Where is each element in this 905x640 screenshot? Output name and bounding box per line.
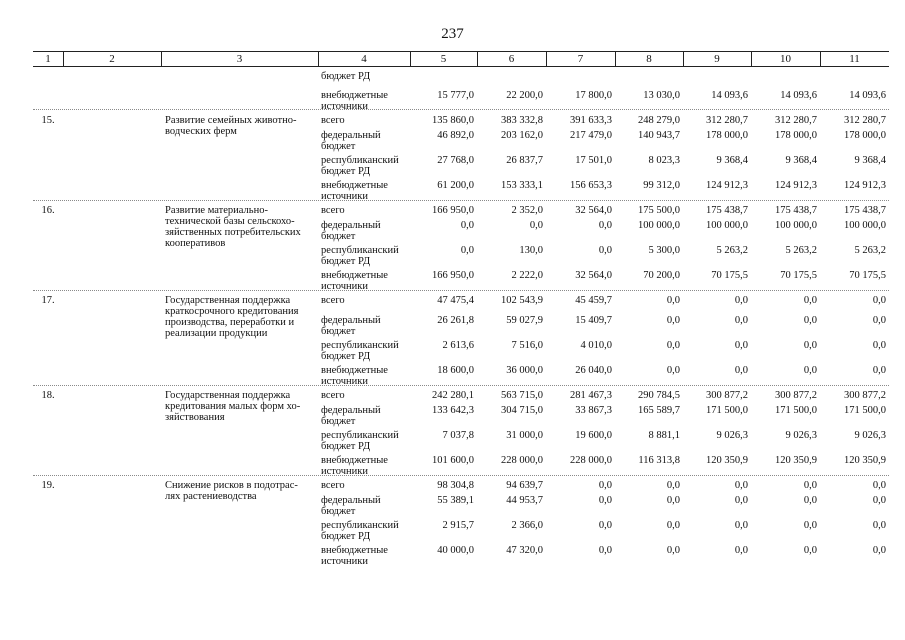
funding-source: республиканский бюджет РД bbox=[321, 155, 399, 177]
funding-source: внебюджетные источники bbox=[321, 455, 388, 477]
measure-description: Снижение рисков в подотрас- лях растениеводства bbox=[165, 480, 298, 502]
amount-cell: 27 768,0 bbox=[437, 155, 474, 166]
header-column-number: 6 bbox=[508, 53, 515, 65]
amount-cell: 26 040,0 bbox=[575, 365, 612, 376]
amount-cell: 130,0 bbox=[519, 245, 543, 256]
amount-cell: 44 953,7 bbox=[506, 495, 543, 506]
amount-cell: 124 912,3 bbox=[706, 180, 748, 191]
item-number: 16. bbox=[41, 205, 55, 216]
amount-cell: 98 304,8 bbox=[437, 480, 474, 491]
amount-cell: 5 300,0 bbox=[648, 245, 680, 256]
amount-cell: 0,0 bbox=[803, 315, 817, 326]
amount-cell: 5 263,2 bbox=[785, 245, 817, 256]
amount-cell: 175 438,7 bbox=[706, 205, 748, 216]
amount-cell: 61 200,0 bbox=[437, 180, 474, 191]
item-number: 17. bbox=[41, 295, 55, 306]
funding-source: всего bbox=[321, 295, 345, 306]
amount-cell: 0,0 bbox=[598, 220, 612, 231]
header-column-number: 11 bbox=[849, 53, 860, 65]
amount-cell: 228 000,0 bbox=[570, 455, 612, 466]
amount-cell: 304 715,0 bbox=[501, 405, 543, 416]
amount-cell: 300 877,2 bbox=[775, 390, 817, 401]
row-group-divider bbox=[33, 109, 889, 110]
amount-cell: 7 516,0 bbox=[511, 340, 543, 351]
amount-cell: 9 026,3 bbox=[854, 430, 886, 441]
amount-cell: 94 639,7 bbox=[506, 480, 543, 491]
amount-cell: 32 564,0 bbox=[575, 270, 612, 281]
funding-source: федеральный бюджет bbox=[321, 220, 381, 242]
amount-cell: 0,0 bbox=[803, 495, 817, 506]
amount-cell: 2 352,0 bbox=[511, 205, 543, 216]
item-number: 15. bbox=[41, 115, 55, 126]
measure-description: Государственная поддержка краткосрочного кредитования производства, переработки и реализации продукции bbox=[165, 295, 299, 339]
amount-cell: 156 653,3 bbox=[570, 180, 612, 191]
amount-cell: 312 280,7 bbox=[706, 115, 748, 126]
amount-cell: 70 175,5 bbox=[711, 270, 748, 281]
amount-cell: 47 320,0 bbox=[506, 545, 543, 556]
amount-cell: 175 500,0 bbox=[638, 205, 680, 216]
amount-cell: 33 867,3 bbox=[575, 405, 612, 416]
amount-cell: 7 037,8 bbox=[442, 430, 474, 441]
amount-cell: 0,0 bbox=[460, 245, 474, 256]
header-column-number: 7 bbox=[577, 53, 584, 65]
amount-cell: 116 313,8 bbox=[638, 455, 680, 466]
funding-source: внебюджетные источники bbox=[321, 90, 388, 112]
measure-description: Развитие семейных животно- водческих ферм bbox=[165, 115, 297, 137]
amount-cell: 0,0 bbox=[872, 520, 886, 531]
amount-cell: 0,0 bbox=[734, 340, 748, 351]
amount-cell: 19 600,0 bbox=[575, 430, 612, 441]
amount-cell: 312 280,7 bbox=[775, 115, 817, 126]
amount-cell: 312 280,7 bbox=[844, 115, 886, 126]
amount-cell: 2 366,0 bbox=[511, 520, 543, 531]
funding-source: федеральный бюджет bbox=[321, 130, 381, 152]
amount-cell: 100 000,0 bbox=[775, 220, 817, 231]
amount-cell: 5 263,2 bbox=[854, 245, 886, 256]
amount-cell: 217 479,0 bbox=[570, 130, 612, 141]
amount-cell: 9 026,3 bbox=[716, 430, 748, 441]
amount-cell: 0,0 bbox=[460, 220, 474, 231]
amount-cell: 0,0 bbox=[803, 295, 817, 306]
amount-cell: 166 950,0 bbox=[432, 270, 474, 281]
amount-cell: 102 543,9 bbox=[501, 295, 543, 306]
header-column-number: 4 bbox=[361, 53, 367, 65]
amount-cell: 133 642,3 bbox=[432, 405, 474, 416]
amount-cell: 228 000,0 bbox=[501, 455, 543, 466]
amount-cell: 13 030,0 bbox=[643, 90, 680, 101]
amount-cell: 0,0 bbox=[803, 520, 817, 531]
funding-source: внебюджетные источники bbox=[321, 545, 388, 567]
row-group-divider bbox=[33, 200, 889, 201]
row-group-divider bbox=[33, 385, 889, 386]
amount-cell: 0,0 bbox=[734, 365, 748, 376]
amount-cell: 8 881,1 bbox=[648, 430, 680, 441]
funding-source: республиканский бюджет РД bbox=[321, 245, 399, 267]
amount-cell: 120 350,9 bbox=[775, 455, 817, 466]
header-column-number: 3 bbox=[236, 53, 243, 65]
amount-cell: 2 613,6 bbox=[442, 340, 474, 351]
column-number-header bbox=[33, 51, 889, 67]
amount-cell: 22 200,0 bbox=[506, 90, 543, 101]
amount-cell: 300 877,2 bbox=[844, 390, 886, 401]
amount-cell: 0,0 bbox=[872, 365, 886, 376]
amount-cell: 171 500,0 bbox=[706, 405, 748, 416]
amount-cell: 120 350,9 bbox=[844, 455, 886, 466]
amount-cell: 171 500,0 bbox=[775, 405, 817, 416]
funding-source: внебюджетные источники bbox=[321, 270, 388, 292]
funding-source: внебюджетные источники bbox=[321, 180, 388, 202]
amount-cell: 46 892,0 bbox=[437, 130, 474, 141]
amount-cell: 124 912,3 bbox=[775, 180, 817, 191]
amount-cell: 101 600,0 bbox=[432, 455, 474, 466]
amount-cell: 0,0 bbox=[872, 340, 886, 351]
amount-cell: 153 333,1 bbox=[501, 180, 543, 191]
amount-cell: 124 912,3 bbox=[844, 180, 886, 191]
amount-cell: 45 459,7 bbox=[575, 295, 612, 306]
amount-cell: 70 200,0 bbox=[643, 270, 680, 281]
funding-source: внебюджетные источники bbox=[321, 365, 388, 387]
amount-cell: 32 564,0 bbox=[575, 205, 612, 216]
header-column-number: 2 bbox=[109, 53, 115, 65]
funding-source: всего bbox=[321, 115, 345, 126]
amount-cell: 0,0 bbox=[734, 545, 748, 556]
amount-cell: 0,0 bbox=[529, 220, 543, 231]
item-number: 18. bbox=[41, 390, 55, 401]
amount-cell: 0,0 bbox=[598, 480, 612, 491]
amount-cell: 165 589,7 bbox=[638, 405, 680, 416]
amount-cell: 100 000,0 bbox=[706, 220, 748, 231]
amount-cell: 47 475,4 bbox=[437, 295, 474, 306]
row-group-divider bbox=[33, 290, 889, 291]
amount-cell: 0,0 bbox=[734, 295, 748, 306]
amount-cell: 0,0 bbox=[803, 340, 817, 351]
amount-cell: 175 438,7 bbox=[775, 205, 817, 216]
amount-cell: 15 777,0 bbox=[437, 90, 474, 101]
funding-source: федеральный бюджет bbox=[321, 495, 381, 517]
amount-cell: 100 000,0 bbox=[844, 220, 886, 231]
funding-source: всего bbox=[321, 390, 345, 401]
amount-cell: 166 950,0 bbox=[432, 205, 474, 216]
row-group-divider bbox=[33, 475, 889, 476]
amount-cell: 0,0 bbox=[666, 315, 680, 326]
measure-description: Развитие материально- технической базы сельскохо- зяйственных потребительских кооперативов bbox=[165, 205, 301, 249]
amount-cell: 0,0 bbox=[666, 480, 680, 491]
amount-cell: 563 715,0 bbox=[501, 390, 543, 401]
amount-cell: 135 860,0 bbox=[432, 115, 474, 126]
amount-cell: 0,0 bbox=[872, 315, 886, 326]
amount-cell: 31 000,0 bbox=[506, 430, 543, 441]
amount-cell: 0,0 bbox=[872, 545, 886, 556]
amount-cell: 242 280,1 bbox=[432, 390, 474, 401]
header-column-number: 8 bbox=[646, 53, 652, 65]
header-column-number: 9 bbox=[714, 53, 720, 65]
amount-cell: 70 175,5 bbox=[780, 270, 817, 281]
amount-cell: 2 915,7 bbox=[442, 520, 474, 531]
amount-cell: 55 389,1 bbox=[437, 495, 474, 506]
amount-cell: 0,0 bbox=[598, 495, 612, 506]
header-column-number: 10 bbox=[780, 53, 791, 65]
amount-cell: 281 467,3 bbox=[570, 390, 612, 401]
amount-cell: 175 438,7 bbox=[844, 205, 886, 216]
amount-cell: 9 368,4 bbox=[716, 155, 748, 166]
funding-source: республиканский бюджет РД bbox=[321, 430, 399, 452]
amount-cell: 14 093,6 bbox=[780, 90, 817, 101]
amount-cell: 178 000,0 bbox=[775, 130, 817, 141]
amount-cell: 9 368,4 bbox=[785, 155, 817, 166]
amount-cell: 17 501,0 bbox=[575, 155, 612, 166]
amount-cell: 0,0 bbox=[803, 365, 817, 376]
funding-source: всего bbox=[321, 205, 345, 216]
amount-cell: 2 222,0 bbox=[511, 270, 543, 281]
amount-cell: 300 877,2 bbox=[706, 390, 748, 401]
amount-cell: 203 162,0 bbox=[501, 130, 543, 141]
item-number: 19. bbox=[41, 480, 55, 491]
funding-source: всего bbox=[321, 480, 345, 491]
amount-cell: 15 409,7 bbox=[575, 315, 612, 326]
funding-source: федеральный бюджет bbox=[321, 405, 381, 427]
amount-cell: 18 600,0 bbox=[437, 365, 474, 376]
amount-cell: 8 023,3 bbox=[648, 155, 680, 166]
amount-cell: 0,0 bbox=[734, 520, 748, 531]
amount-cell: 0,0 bbox=[598, 520, 612, 531]
amount-cell: 0,0 bbox=[872, 495, 886, 506]
amount-cell: 120 350,9 bbox=[706, 455, 748, 466]
amount-cell: 26 261,8 bbox=[437, 315, 474, 326]
amount-cell: 171 500,0 bbox=[844, 405, 886, 416]
amount-cell: 0,0 bbox=[666, 365, 680, 376]
amount-cell: 14 093,6 bbox=[711, 90, 748, 101]
amount-cell: 391 633,3 bbox=[570, 115, 612, 126]
amount-cell: 248 279,0 bbox=[638, 115, 680, 126]
amount-cell: 0,0 bbox=[734, 480, 748, 491]
amount-cell: 0,0 bbox=[803, 480, 817, 491]
amount-cell: 0,0 bbox=[598, 245, 612, 256]
amount-cell: 17 800,0 bbox=[575, 90, 612, 101]
amount-cell: 0,0 bbox=[666, 295, 680, 306]
amount-cell: 9 368,4 bbox=[854, 155, 886, 166]
amount-cell: 0,0 bbox=[803, 545, 817, 556]
amount-cell: 9 026,3 bbox=[785, 430, 817, 441]
amount-cell: 178 000,0 bbox=[706, 130, 748, 141]
funding-source: республиканский бюджет РД bbox=[321, 340, 399, 362]
amount-cell: 290 784,5 bbox=[638, 390, 680, 401]
amount-cell: 70 175,5 bbox=[849, 270, 886, 281]
amount-cell: 100 000,0 bbox=[638, 220, 680, 231]
amount-cell: 99 312,0 bbox=[643, 180, 680, 191]
amount-cell: 383 332,8 bbox=[501, 115, 543, 126]
amount-cell: 0,0 bbox=[872, 295, 886, 306]
amount-cell: 0,0 bbox=[666, 520, 680, 531]
header-column-number: 1 bbox=[45, 53, 51, 65]
amount-cell: 4 010,0 bbox=[580, 340, 612, 351]
page-number: 237 bbox=[441, 26, 464, 42]
amount-cell: 140 943,7 bbox=[638, 130, 680, 141]
funding-source: федеральный бюджет bbox=[321, 315, 381, 337]
amount-cell: 5 263,2 bbox=[716, 245, 748, 256]
amount-cell: 0,0 bbox=[666, 545, 680, 556]
amount-cell: 178 000,0 bbox=[844, 130, 886, 141]
amount-cell: 0,0 bbox=[666, 495, 680, 506]
amount-cell: 0,0 bbox=[734, 495, 748, 506]
funding-source: бюджет РД bbox=[321, 71, 371, 82]
amount-cell: 59 027,9 bbox=[506, 315, 543, 326]
amount-cell: 14 093,6 bbox=[849, 90, 886, 101]
amount-cell: 36 000,0 bbox=[506, 365, 543, 376]
amount-cell: 0,0 bbox=[666, 340, 680, 351]
funding-source: республиканский бюджет РД bbox=[321, 520, 399, 542]
header-column-number: 5 bbox=[440, 53, 447, 65]
amount-cell: 40 000,0 bbox=[437, 545, 474, 556]
amount-cell: 0,0 bbox=[872, 480, 886, 491]
amount-cell: 0,0 bbox=[734, 315, 748, 326]
measure-description: Государственная поддержка кредитования малых форм хо- зяйствования bbox=[165, 390, 301, 423]
amount-cell: 0,0 bbox=[598, 545, 612, 556]
amount-cell: 26 837,7 bbox=[506, 155, 543, 166]
